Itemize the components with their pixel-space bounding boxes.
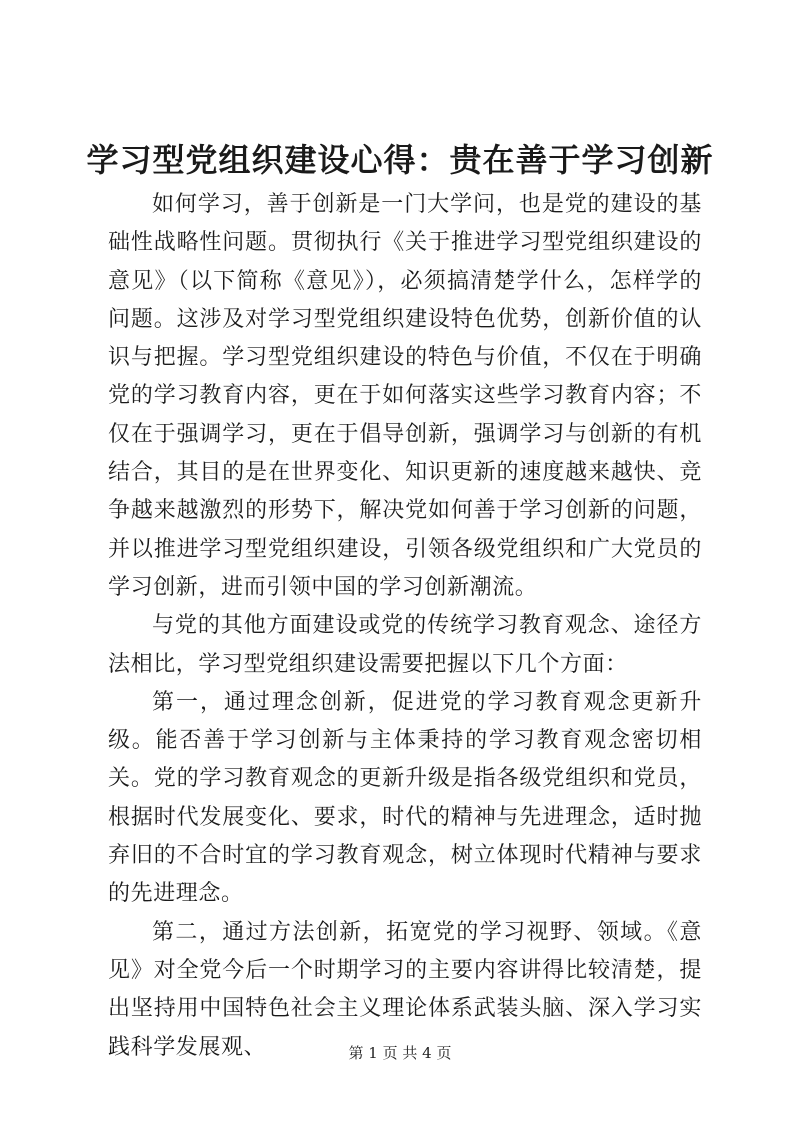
paragraph-2: 与党的其他方面建设或党的传统学习教育观念、途径方法相比，学习型党组织建设需要把握以下几个方面：	[108, 613, 702, 677]
paragraph-4: 第二，通过方法创新，拓宽党的学习视野、领域。《意见》对全党今后一个时期学习的主要内容讲得比较清楚，提出坚持用中国特色社会主义理论体系武装头脑、深入学习实践科学发展观、	[108, 919, 702, 1060]
page-number-label: 第 1 页 共 4 页	[348, 1044, 452, 1062]
page-footer	[0, 1043, 800, 1063]
paragraph-3: 第一，通过理念创新，促进党的学习教育观念更新升级。能否善于学习创新与主体秉持的学习教育观念密切相关。党的学习教育观念的更新升级是指各级党组织和党员，根据时代发展变化、要求，时代的精神与先进理念，适时抛弃旧的不合时宜的学习教育观念，树立体现时代精神与要求的先进理念。	[108, 689, 702, 907]
paragraph-1: 如何学习，善于创新是一门大学问，也是党的建设的基础性战略性问题。贯彻执行《关于推进学习型党组织建设的意见》（以下简称《意见》），必须搞清楚学什么，怎样学的问题。这涉及对学习型党组织建设特色优势，创新价值的认识与把握。学习型党组织建设的特色与价值，不仅在于明确党的学习教育内容，更在于如何落实这些学习教育内容；不仅在于强调学习，更在于倡导创新，强调学习与创新的有机结合，其目的是在世界变化、知识更新的速度越来越快、竞争越来越激烈的形势下，解决党如何善于学习创新的问题，并以推进学习型党组织建设，引领各级党组织和广大党员的学习创新，进而引领中国的学习创新潮流。	[108, 192, 702, 600]
document-title: 学习型党组织建设心得：贵在善于学习创新	[86, 141, 714, 179]
document-body	[108, 186, 702, 1067]
